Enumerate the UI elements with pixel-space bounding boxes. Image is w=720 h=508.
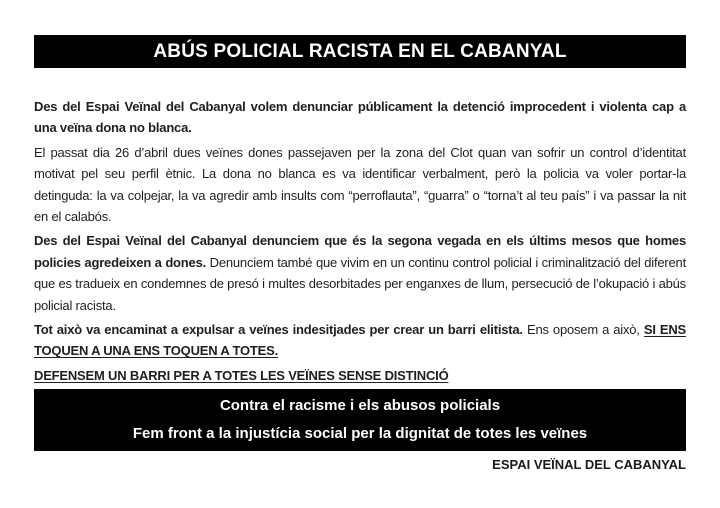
paragraph-intro [34, 96, 686, 139]
paragraph-defense-slogan [34, 365, 686, 386]
eviction-slogan-text: SI ENS TOQUEN A UNA ENS TOQUEN A TOTES. [34, 322, 686, 359]
paragraph-denounce [34, 230, 686, 316]
header-bar [34, 35, 686, 68]
paragraph-incident [34, 142, 686, 228]
defense-slogan-text: DEFENSEM UN BARRI PER A TOTES LES VEÏNES SENSE DISTINCIÓ [34, 367, 449, 383]
denounce-lead-text: Des del Espai Veïnal del Cabanyal denunciem que és la segona vegada en els últims mesos que homes policies agredeixen a dones. [34, 233, 686, 270]
paragraph-eviction [34, 319, 686, 362]
incident-text: El passat dia 26 d’abril dues veïnes dones passejaven per la zona del Clot quan van sofrir un control d’identitat motivat pel seu perfil ètnic. La dona no blanca es va identificar verbalment, però la policia va voler portar-la detinguda: la va colpejar, la va agredir amb insults com “perroflauta”, “guarra” o “torna’t al teu país” i va passar la nit en el calabós. [34, 144, 686, 225]
intro-bold-text: Des del Espai Veïnal del Cabanyal volem denunciar públicament la detenció improcedent i violenta cap a una veïna dona no blanca. [34, 99, 686, 136]
footer-line-2: Fem front a la injustícia social per la dignitat de totes les veïnes [132, 424, 588, 442]
document-body [34, 96, 686, 386]
eviction-lead-text: Tot això va encaminat a expulsar a veïnes indesitjades per crear un barri elitista. [34, 322, 523, 338]
denounce-rest-text: Denunciem també que vivim en un continu control policial i criminalització del diferent que es tradueix en condemnes de presó i multes desorbitades per enganxes de llum, persecució de l’okupació i abús policial racista. [34, 254, 686, 313]
signature: ESPAI VEÏNAL DEL CABANYAL [492, 457, 686, 473]
page-title: ABÚS POLICIAL RACISTA EN EL CABANYAL [153, 41, 567, 62]
footer-line-1: Contra el racisme i els abusos policials [219, 397, 501, 415]
footer-bar [34, 389, 686, 451]
eviction-mid-text: Ens oposem a això, [526, 322, 640, 338]
